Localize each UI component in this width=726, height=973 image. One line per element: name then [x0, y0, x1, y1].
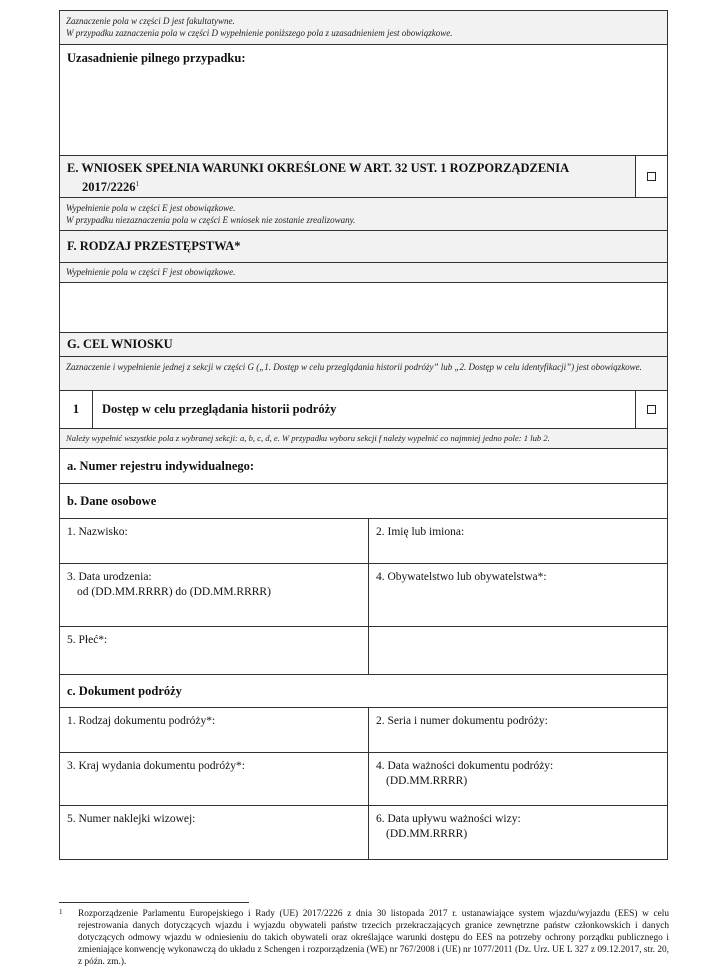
issuing-country-label: 3. Kraj wydania dokumentu podróży*: [67, 760, 245, 772]
birth-date-field[interactable] [60, 564, 369, 626]
option-1-note-text: Należy wypełnić wszystkie pola z wybranej sekcji: a, b, c, d, e. W przypadku wyboru sekcji f należy wypełnić co najmniej jedno pole: 1 lub 2. [66, 433, 550, 443]
justification-field[interactable] [60, 45, 667, 156]
section-f-note [60, 263, 667, 283]
footnote-mark: 1 [59, 908, 63, 916]
section-e-note [60, 198, 667, 231]
justification-label: Uzasadnienie pilnego przypadku: [67, 51, 246, 65]
section-e-checkbox-cell [635, 156, 667, 197]
nationality-field[interactable] [369, 564, 667, 626]
surname-field[interactable] [60, 519, 369, 563]
doc-expiry-label: 4. Data ważności dokumentu podróży: [376, 760, 554, 772]
section-g-header [60, 333, 667, 357]
footnote-ref: 1 [135, 180, 139, 188]
option-travel-history [60, 391, 667, 429]
section-d-note [60, 11, 667, 45]
doc-expiry-format-hint: (DD.MM.RRRR) [386, 775, 468, 787]
option-1-number: 1 [60, 391, 93, 428]
section-f-title: F. RODZAJ PRZESTĘPSTWA* [67, 239, 241, 253]
nationality-label: 4. Obywatelstwo lub obywatelstwa*: [376, 571, 547, 583]
issuing-country-field[interactable] [60, 753, 369, 805]
footnote-separator [59, 902, 249, 903]
birth-date-range-hint: od (DD.MM.RRRR) do (DD.MM.RRRR) [77, 586, 271, 598]
travel-document-header [60, 675, 667, 708]
personal-data-header [60, 484, 667, 519]
option-1-checkbox[interactable] [647, 405, 656, 414]
visa-expiry-label: 6. Data upływu ważności wizy: [376, 813, 521, 825]
section-e-title-line1: E. WNIOSEK SPEŁNIA WARUNKI OKREŚLONE W ART. 32 UST. 1 ROZPORZĄDZENIA [67, 161, 570, 175]
option-1-note [60, 429, 667, 449]
section-g-title: G. CEL WNIOSKU [67, 337, 173, 351]
doc-expiry-field[interactable] [369, 753, 667, 805]
section-d-note-line1: Zaznaczenie pola w części D jest fakultatywne. [66, 16, 235, 26]
section-e-note-line2: W przypadku niezaznaczenia pola w części E wniosek nie zostanie zrealizowany. [66, 215, 356, 225]
section-e-header [60, 156, 667, 198]
sub-b-label: b. Dane osobowe [67, 494, 157, 508]
sex-field[interactable] [60, 627, 369, 674]
doc-number-field[interactable] [369, 708, 667, 752]
section-e-title-line2: 2017/2226 [82, 180, 136, 195]
given-names-label: 2. Imię lub imiona: [376, 526, 465, 538]
individual-file-number-field[interactable] [60, 449, 667, 484]
doc-type-label: 1. Rodzaj dokumentu podróży*: [67, 715, 216, 727]
footnote-text: Rozporządzenie Parlamentu Europejskiego i Rady (UE) 2017/2226 z dnia 30 listopada 2017 r. ustanawiające system wjazdu/wyjazdu (EES) w celu rejestrowania danych dotyczących wjazdu i wyjazdu obywateli państw trzecich przekraczających granice zewnętrzne państw członkowskich i danych dotyczących odmowy wjazdu w odniesieniu do takich obywateli oraz określające warunki dostępu do EES na potrzeby ochrony porządku publicznego i zmieniające konwencję wykonawczą do układu z Schengen i rozporządzenia (WE) nr 767/2008 i (UE) nr 1077/2011 (Dz. Urz. UE L 327 z 09.12.2017, str. 20, z późn. zm.). [78, 909, 669, 967]
visa-sticker-label: 5. Numer naklejki wizowej: [67, 813, 196, 825]
doc-type-field[interactable] [60, 708, 369, 752]
footnote [59, 908, 669, 968]
offence-type-field[interactable] [60, 283, 667, 333]
birth-date-label: 3. Data urodzenia: [67, 571, 152, 583]
section-g-note [60, 357, 667, 391]
sub-a-label: a. Numer rejestru indywidualnego: [67, 459, 255, 473]
visa-sticker-field[interactable] [60, 806, 369, 859]
visa-expiry-field[interactable] [369, 806, 667, 859]
empty-cell [369, 627, 667, 674]
option-1-label: Dostęp w celu przeglądania historii podróży [102, 402, 337, 416]
given-names-field[interactable] [369, 519, 667, 563]
section-e-note-line1: Wypełnienie pola w części E jest obowiązkowe. [66, 203, 236, 213]
sex-label: 5. Płeć*: [67, 634, 108, 646]
section-f-header [60, 231, 667, 263]
surname-label: 1. Nazwisko: [67, 526, 128, 538]
doc-number-label: 2. Seria i numer dokumentu podróży: [376, 715, 548, 727]
application-form [59, 10, 668, 860]
sub-c-label: c. Dokument podróży [67, 684, 182, 698]
section-g-note-text: Zaznaczenie i wypełnienie jednej z sekcji w części G („1. Dostęp w celu przeglądania historii podróży” lub „2. Dostęp w celu identyfikacji”) jest obowiązkowe. [66, 362, 642, 372]
visa-expiry-format-hint: (DD.MM.RRRR) [386, 828, 468, 840]
section-d-note-line2: W przypadku zaznaczenia pola w części D wypełnienie poniższego pola z uzasadnieniem jest obowiązkowe. [66, 28, 453, 38]
section-e-checkbox[interactable] [647, 172, 656, 181]
section-f-note-text: Wypełnienie pola w części F jest obowiązkowe. [66, 267, 236, 277]
option-1-checkbox-cell [635, 391, 667, 428]
